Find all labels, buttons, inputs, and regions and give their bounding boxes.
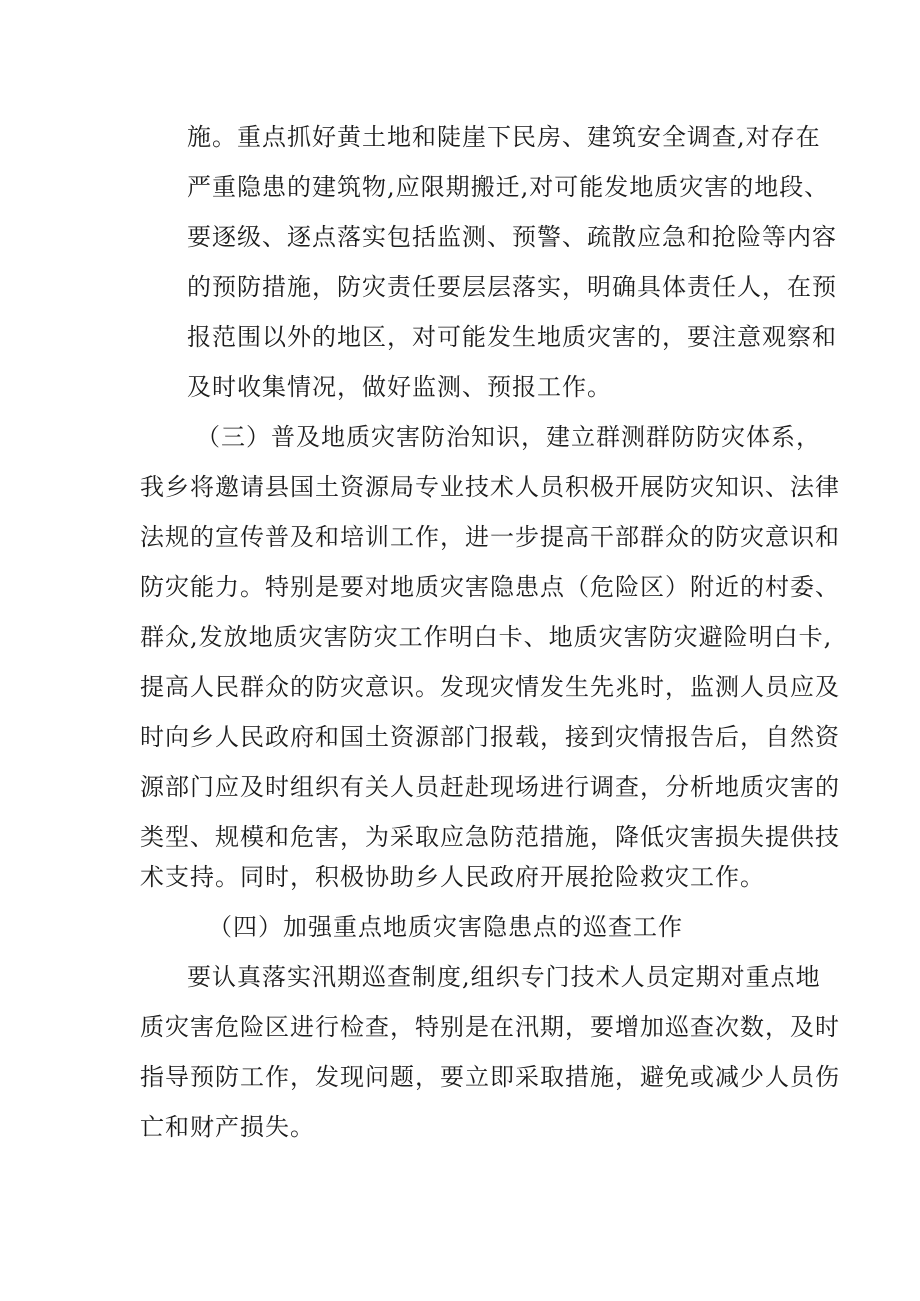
text-line: 的预防措施，防灾责任要层层落实，明确具体责任人，在预 (187, 273, 837, 301)
text-line: 我乡将邀请县国土资源局专业技术人员积极开展防灾知识、法律 (140, 473, 840, 501)
text-line: 施。重点抓好黄土地和陡崖下民房、建筑安全调查,对存在 (187, 123, 821, 151)
text-line: 质灾害危险区进行检查，特别是在汛期，要增加巡查次数，及时 (140, 1013, 840, 1041)
text-line: 术支持。同时，积极协助乡人民政府开展抢险救灾工作。 (140, 863, 765, 891)
text-line: 防灾能力。特别是要对地质灾害隐患点（危险区）附近的村委、 (140, 573, 840, 601)
text-line: 报范围以外的地区，对可能发生地质灾害的，要注意观察和 (187, 323, 837, 351)
text-line: 亡和财产损失。 (140, 1113, 315, 1141)
text-line: 指导预防工作，发现问题，要立即采取措施，避免或减少人员伤 (140, 1063, 840, 1091)
text-line: 群众,发放地质灾害防灾工作明白卡、地质灾害防灾避险明白卡, (140, 623, 833, 651)
text-line: 严重隐患的建筑物,应限期搬迁,对可能发地质灾害的地段、 (187, 173, 830, 201)
text-line: 类型、规模和危害，为采取应急防范措施，降低灾害损失提供技 (140, 823, 840, 851)
text-line: 时向乡人民政府和国土资源部门报载，接到灾情报告后，自然资 (140, 723, 840, 751)
text-line: 提高人民群众的防灾意识。发现灾情发生先兆时，监测人员应及 (140, 673, 840, 701)
text-line: 法规的宣传普及和培训工作，进一步提高干部群众的防灾意识和 (140, 523, 840, 551)
section-heading: （四）加强重点地质灾害隐患点的巡查工作 (208, 913, 683, 941)
text-line: 源部门应及时组织有关人员赶赴现场进行调查，分析地质灾害的 (140, 773, 840, 801)
text-line: 要逐级、逐点落实包括监测、预警、疏散应急和抢险等内容 (187, 223, 837, 251)
text-line: 及时收集情况，做好监测、预报工作。 (187, 373, 612, 401)
section-heading: （三）普及地质灾害防治知识，建立群测群防防灾体系， (196, 423, 821, 451)
text-line: 要认真落实汛期巡查制度,组织专门技术人员定期对重点地 (187, 963, 821, 991)
